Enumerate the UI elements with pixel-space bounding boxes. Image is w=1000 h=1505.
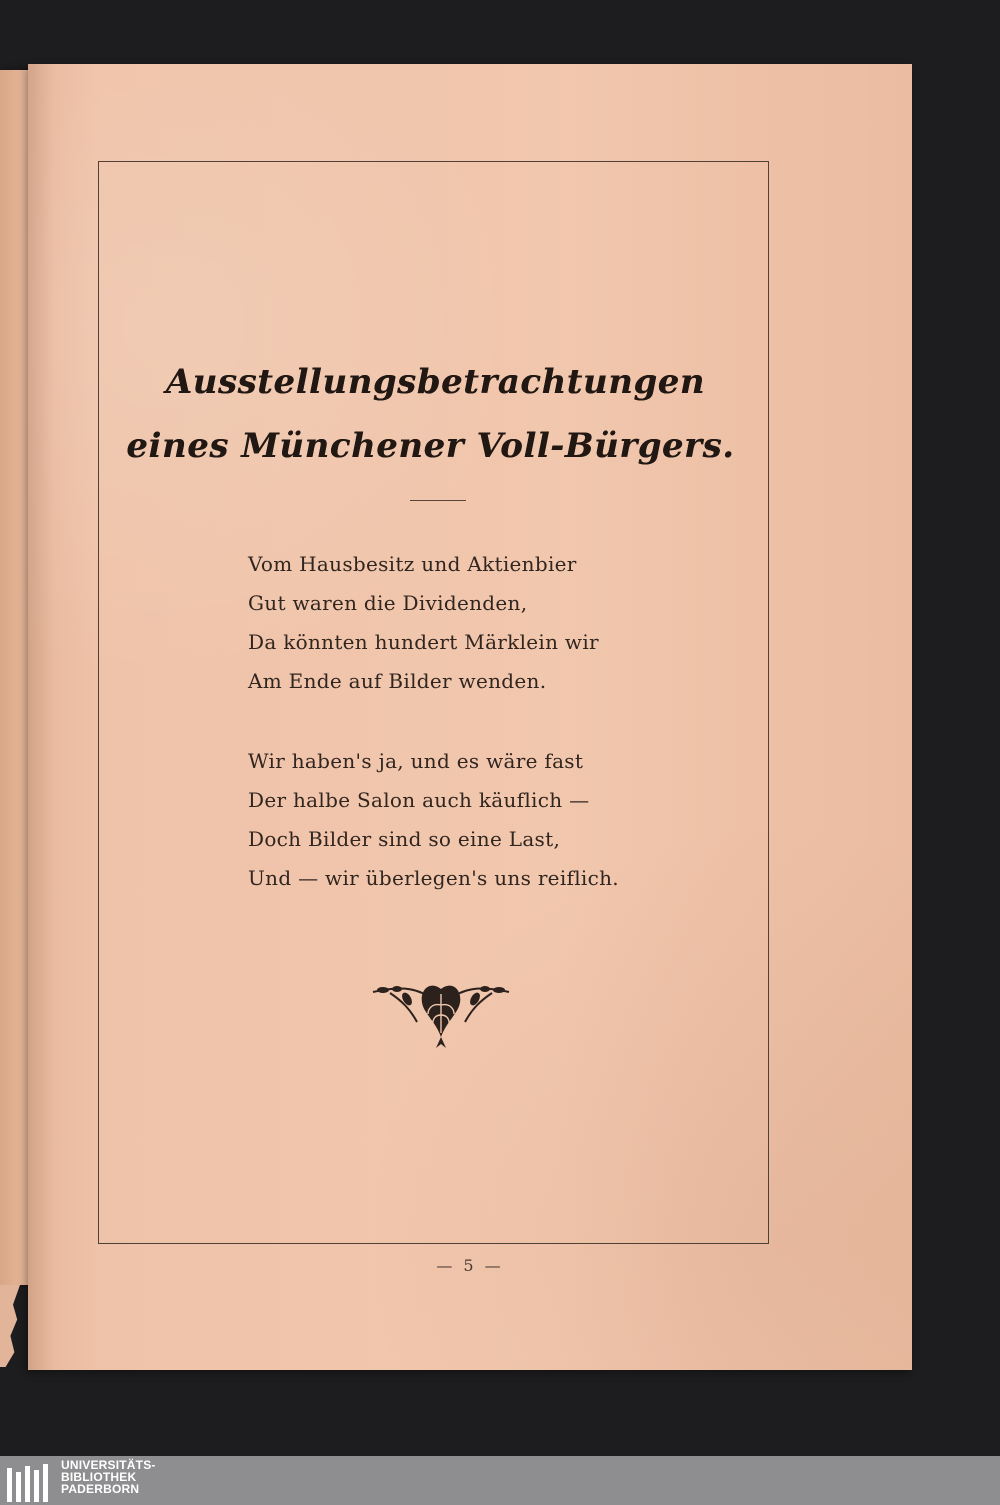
- poem-line-3: Da könnten hundert Märklein wir: [248, 630, 599, 654]
- poem-line-7: Doch Bilder sind so eine Last,: [248, 827, 561, 851]
- library-logo-line-1: UNIVERSITÄTS-: [61, 1458, 156, 1472]
- poem-line-1: Vom Hausbesitz und Aktienbier: [248, 552, 577, 576]
- library-logo-text: [61, 1459, 156, 1495]
- library-logo-icon: [7, 1464, 50, 1502]
- floral-heart-ornament-icon: [370, 981, 512, 1051]
- poem-line-8: Und — wir überlegen's uns reiflich.: [248, 866, 619, 890]
- stanza-2: [248, 742, 668, 898]
- stanza-1: [248, 545, 668, 701]
- poem-line-4: Am Ende auf Bilder wenden.: [248, 669, 547, 693]
- poem-line-2: Gut waren die Dividenden,: [248, 591, 528, 615]
- library-footer: [0, 1456, 1000, 1505]
- poem-line-6: Der halbe Salon auch käuflich —: [248, 788, 590, 812]
- printed-page: [28, 64, 912, 1370]
- poem-line-5: Wir haben's ja, und es wäre fast: [248, 749, 584, 773]
- title-line-1: Ausstellungsbetrachtungen: [165, 362, 706, 402]
- title-divider: [410, 500, 466, 501]
- library-logo-line-3: PADERBORN: [61, 1482, 140, 1496]
- title-line-2: eines Münchener Voll-Bürgers.: [126, 426, 735, 466]
- poem-text: [248, 545, 668, 939]
- library-logo-line-2: BIBLIOTHEK: [61, 1470, 137, 1484]
- page-number: — 5 —: [436, 1256, 504, 1275]
- poem-title: [98, 350, 769, 478]
